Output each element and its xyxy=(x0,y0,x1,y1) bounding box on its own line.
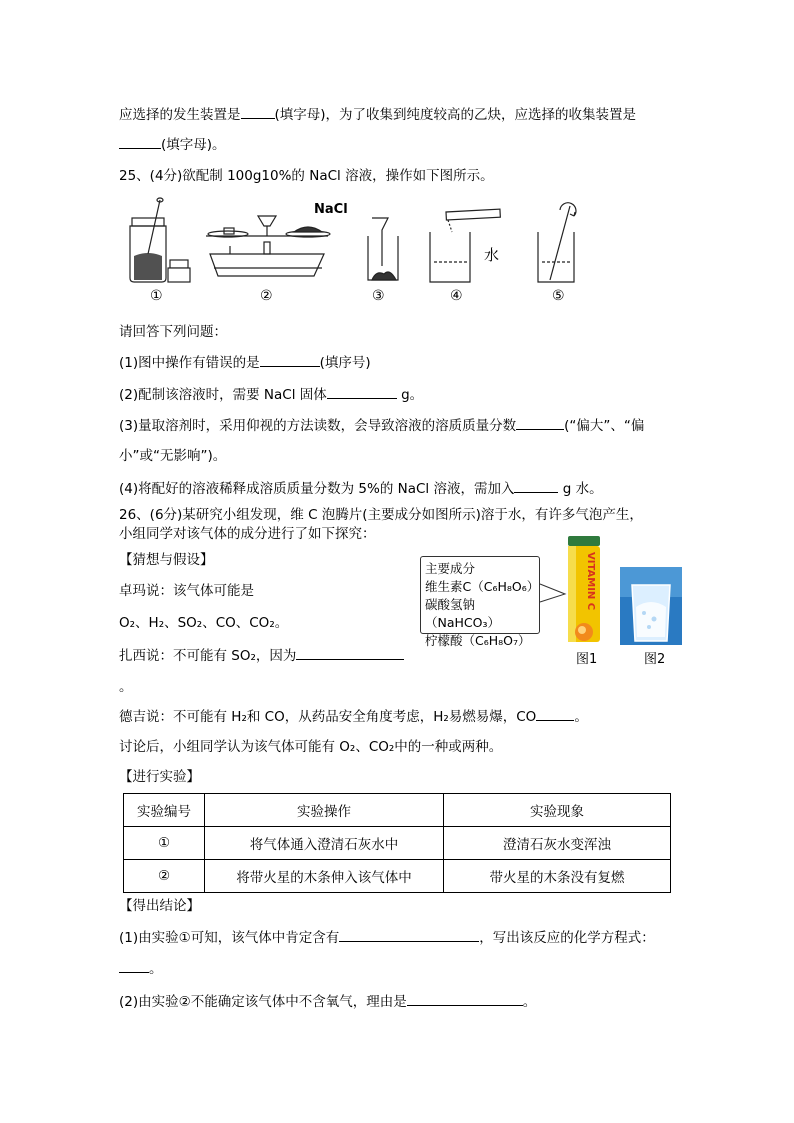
box-item: 柠檬酸（C₆H₈O₇） xyxy=(425,633,531,648)
table-row xyxy=(124,860,671,893)
zhaxi-says: 扎西说：不可能有 SO₂，因为 xyxy=(119,645,404,666)
step-label: ③ xyxy=(372,288,385,304)
balance-icon xyxy=(206,216,330,276)
zhaxi-end: 。 xyxy=(119,679,133,695)
solution-prep-figure xyxy=(118,196,598,306)
stir-icon xyxy=(538,203,576,282)
table-header: 实验操作 xyxy=(205,794,444,827)
step-label: ⑤ xyxy=(552,288,565,304)
beaker-funnel-icon xyxy=(368,218,398,280)
experiment-table xyxy=(123,793,671,893)
answer-blank[interactable] xyxy=(514,478,558,493)
zhuoma-gases: O₂、H₂、SO₂、CO、CO₂。 xyxy=(119,615,289,631)
q25-stem: 25、(4分)欲配制 100g10%的 NaCl 溶液，操作如下图所示。 xyxy=(119,168,494,184)
conclusion-2: (2)由实验②不能确定该气体中不含氧气，理由是 。 xyxy=(119,991,536,1012)
fizzing-glass-icon xyxy=(620,567,682,645)
figure-1-label: 图1 xyxy=(576,652,598,667)
zhuoma-says: 卓玛说：该气体可能是 xyxy=(119,583,254,599)
water-label: 水 xyxy=(484,246,500,264)
deji-says: 德吉说：不可能有 H₂和 CO，从药品安全角度考虑，H₂易燃易爆，CO 。 xyxy=(119,706,588,727)
table-header: 实验编号 xyxy=(124,794,205,827)
vitamin-c-tube-icon xyxy=(564,536,604,646)
reagent-bottle-icon xyxy=(130,198,190,282)
answer-blank[interactable] xyxy=(536,706,574,721)
q26-stem-1: 26、(6分)某研究小组发现，维 C 泡腾片(主要成分如图所示)溶于水，有许多气泡产生， xyxy=(119,507,643,523)
answer-blank[interactable] xyxy=(327,384,397,399)
box-item: 维生素C（C₆H₈O₆） xyxy=(425,579,540,594)
table-cell: 澄清石灰水变浑浊 xyxy=(444,827,671,860)
table-cell: ① xyxy=(124,827,205,860)
table-cell: 带火星的木条没有复燃 xyxy=(444,860,671,893)
table-header: 实验现象 xyxy=(444,794,671,827)
conclusion-1: (1)由实验①可知，该气体中肯定含有 ，写出该反应的化学方程式： xyxy=(119,927,655,948)
q24-line2: (填字母)。 xyxy=(119,134,226,155)
answer-blank[interactable] xyxy=(260,352,320,367)
section-conclusion: 【得出结论】 xyxy=(119,898,200,914)
q25-q3: (3)量取溶剂时，采用仰视的方法读数，会导致溶液的溶质质量分数 (“偏大”、“偏 xyxy=(119,415,644,436)
section-hypothesis: 【猜想与假设】 xyxy=(119,552,214,568)
q24-line1: 应选择的发生装置是 (填字母)，为了收集到纯度较高的乙炔，应选择的收集装置是 xyxy=(119,104,636,125)
table-header-row xyxy=(124,794,671,827)
answer-blank[interactable] xyxy=(296,645,404,660)
box-title: 主要成分 xyxy=(425,561,476,576)
answer-blank[interactable] xyxy=(407,991,523,1006)
table-cell: 将气体通入澄清石灰水中 xyxy=(205,827,444,860)
answer-blank[interactable] xyxy=(516,415,564,430)
answer-blank[interactable] xyxy=(241,104,275,119)
q25-prompt: 请回答下列问题： xyxy=(119,324,227,340)
conclusion-1-cont: 。 xyxy=(119,958,163,979)
step-label: ② xyxy=(260,288,273,304)
table-row xyxy=(124,827,671,860)
discussion: 讨论后，小组同学认为该气体可能有 O₂、CO₂中的一种或两种。 xyxy=(119,739,503,755)
answer-blank[interactable] xyxy=(119,958,149,973)
q25-q2: (2)配制该溶液时，需要 NaCl 固体 g。 xyxy=(119,384,423,405)
table-cell: 将带火星的木条伸入该气体中 xyxy=(205,860,444,893)
tube-text: VITAMIN C xyxy=(585,552,596,611)
nacl-label: NaCl xyxy=(314,202,348,217)
q26-stem-2: 小组同学对该气体的成分进行了如下探究： xyxy=(119,526,376,542)
answer-blank[interactable] xyxy=(119,134,161,149)
q25-q3-cont: 小”或“无影响”)。 xyxy=(119,448,227,464)
answer-blank[interactable] xyxy=(339,927,479,942)
figure-2-label: 图2 xyxy=(644,652,666,667)
box-item: 碳酸氢钠（NaHCO₃） xyxy=(425,597,500,630)
ingredients-box xyxy=(420,556,540,648)
section-experiment: 【进行实验】 xyxy=(119,769,200,785)
table-cell: ② xyxy=(124,860,205,893)
step-label: ④ xyxy=(450,288,463,304)
q25-q4: (4)将配好的溶液稀释成溶质质量分数为 5%的 NaCl 溶液，需加入 g 水。 xyxy=(119,478,603,499)
step-label: ① xyxy=(150,288,163,304)
q25-q1: (1)图中操作有错误的是 (填序号) xyxy=(119,352,371,373)
